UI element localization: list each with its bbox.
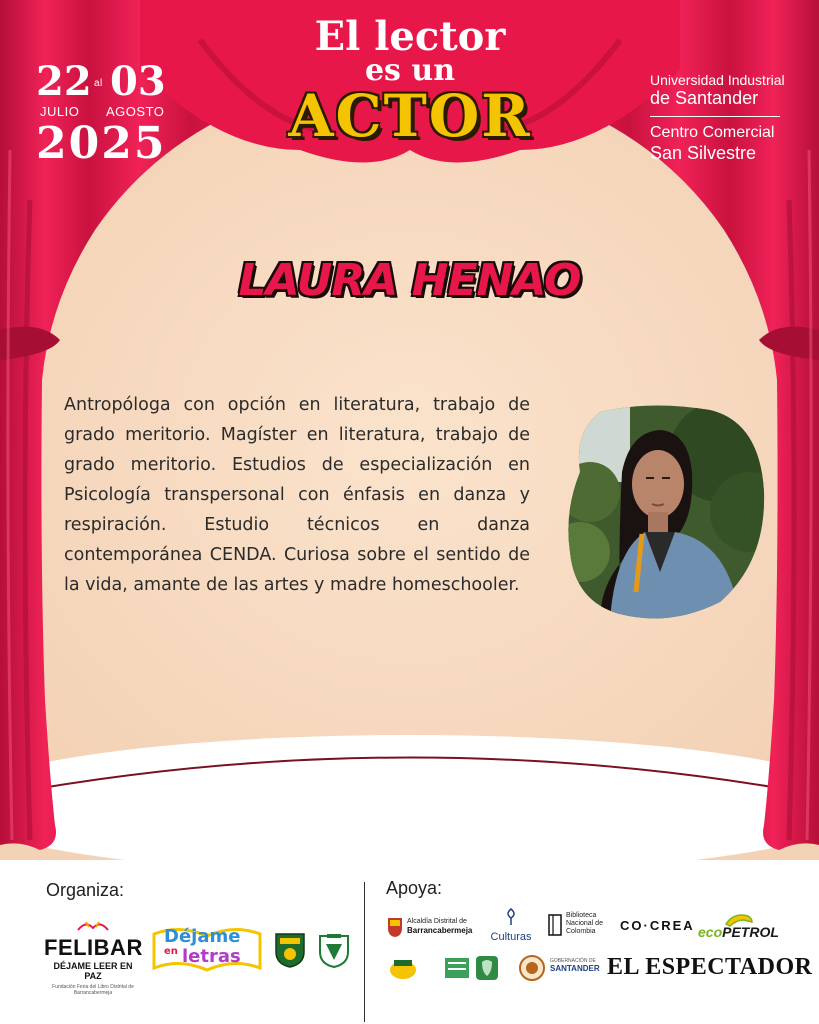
round-seal-icon [518, 954, 546, 982]
ecopetrol-eco: eco [698, 924, 723, 940]
end-month: AGOSTO [106, 104, 165, 119]
venue-1-line-2: de Santander [650, 88, 759, 108]
biblioteca-line-2: Nacional de [566, 920, 603, 927]
dejame-word: Déjame [164, 926, 241, 947]
start-day: 22 [36, 58, 92, 105]
gobernacion-line-1: GOBERNACIÓN DE [550, 958, 596, 964]
felibar-logo [44, 918, 142, 996]
ecopetrol-petrol: PETROL [722, 924, 779, 940]
biblioteca-line-1: Biblioteca [566, 912, 597, 919]
culturas-mark-icon [503, 908, 519, 926]
end-day: 03 [110, 58, 166, 105]
el-espectador-logo: EL ESPECTADOR [607, 954, 813, 980]
venues [650, 72, 785, 163]
ecopetrol-logo [698, 910, 782, 942]
green-seal-icon [474, 954, 500, 982]
ecopetrol-wordmark [698, 924, 779, 940]
book-icon [44, 918, 142, 932]
venue-divider [650, 116, 780, 117]
footer-divider [364, 882, 365, 1022]
sanmontoya-logo-icon [388, 956, 418, 980]
culturas-logo [486, 908, 536, 942]
dejame-letras: letras [182, 946, 241, 967]
event-title [260, 13, 560, 150]
felibar-tagline: DÉJAME LEER EN PAZ [53, 961, 133, 981]
green-institution-logo-icon [444, 956, 470, 980]
culturas-text: Culturas [490, 931, 532, 943]
alcaldia-crest-icon [386, 914, 404, 938]
venue-2-line-1: Centro Comercial [650, 124, 775, 141]
speaker-name: LAURA HENAO [238, 255, 581, 306]
venue-2-line-2: San Silvestre [650, 143, 757, 163]
biblioteca-nacional-logo [548, 912, 610, 942]
apoya-label: Apoya: [386, 878, 443, 898]
gobernacion-line-2: SANTANDER [550, 964, 600, 973]
title-line-2: es un [364, 53, 456, 88]
felibar-name: FELIBAR [44, 935, 143, 960]
alcaldia-logo [386, 912, 478, 940]
start-month: JULIO [40, 104, 80, 119]
alcaldia-line-2: Barrancabermeja [407, 926, 473, 935]
sponsors-footer [0, 860, 819, 1024]
cocrea-logo: CO·CREA [620, 918, 695, 933]
biblioteca-line-3: Colombia [566, 928, 596, 935]
organiza-label: Organiza: [46, 880, 125, 900]
dejame-en-letras-logo [150, 920, 264, 972]
date-connector: al [94, 78, 103, 89]
school-shield-icon [274, 932, 306, 968]
dejame-en: en [164, 946, 178, 957]
institution-crest-icon [318, 932, 350, 968]
library-icon [548, 914, 562, 936]
gobernacion-santander-logo [550, 956, 600, 980]
title-line-1: El lector [314, 13, 506, 60]
felibar-fine-print: Fundación Feria del Libro Distrital de Barrancabermeja [52, 984, 134, 996]
speaker-bio: Antropóloga con opción en literatura, trabajo de grado meritorio. Magíster en literatura, trabajo de grado meritorio. Estudios de especialización en Psicología transpersonal con énfasis en danza y respiración. Estudio técnicos en danza contemporánea CENDA. Curiosa sobre el sentido de la vida, amante de las artes y madre homeschooler. [64, 395, 530, 595]
event-year: 2025 [36, 118, 167, 169]
title-actor: ACTOR [288, 82, 532, 150]
venue-1-line-1: Universidad Industrial [650, 72, 785, 88]
alcaldia-line-1: Alcaldía Distrital de [407, 918, 467, 925]
speaker-portrait [560, 402, 766, 620]
